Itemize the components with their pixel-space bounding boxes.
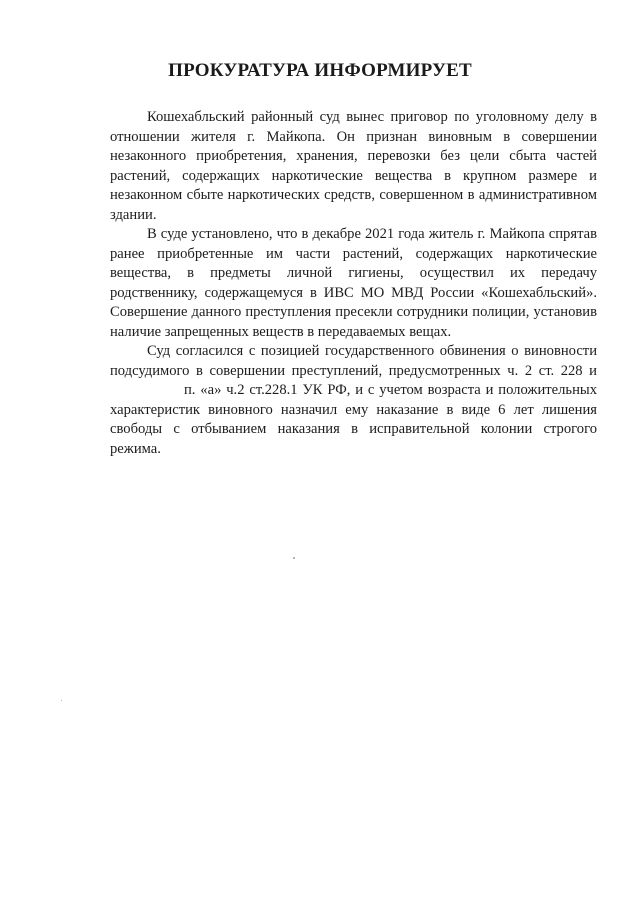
paragraph-verdict: Кошехабльский районный суд вынес приговор по уголовному делу в отношении жителя г. Майкопа. Он признан виновным в совершении незаконного приобретения, хранения, перевозки без цели сбыта частей растений, содержащих наркотические вещества в крупном размере и незаконном сбыте наркотических средств, совершенном в административном здании.: [110, 109, 597, 223]
document-title: ПРОКУРАТУРА ИНФОРМИРУЕТ: [168, 60, 472, 81]
scan-speck: [293, 557, 295, 559]
scan-speck: [61, 700, 62, 701]
paragraph-sentence-part-2: п. «а» ч.2 ст.228.1 УК РФ, и с учетом возраста и положительных характеристик виновного назначил ему наказание в виде 6 лет лишения свободы с отбыванием наказания в исправительной колонии строгого режима.: [110, 382, 597, 457]
document-body: [110, 108, 597, 459]
paragraph-sentence: [110, 342, 597, 459]
paragraph-sentence-part-1: Суд согласился с позицией государственного обвинения о виновности подсудимого в совершении преступлений, предусмотренных ч. 2 ст. 228 и: [110, 343, 597, 379]
paragraph-circumstances: В суде установлено, что в декабре 2021 года житель г. Майкопа спрятав ранее приобретенные им части растений, содержащих наркотические вещества, в предметы личной гигиены, осуществил их передачу родственнику, содержащемуся в ИВС МО МВД России «Кошехабльский». Совершение данного преступления пресекли сотрудники полиции, установив наличие запрещенных веществ в передаваемых вещах.: [110, 226, 597, 340]
